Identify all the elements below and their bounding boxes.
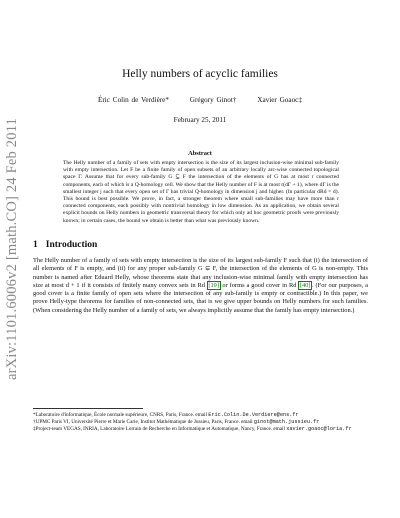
abstract-text: The Helly number of a family of sets with empty intersection is the size of its largest inclusion-wise minimal sub-family with empty intersection. Let F be a finite family of open subsets of an arbitrary locally arc-wise connected topological space Γ. Assume that for every sub-family G ⊆ F the intersection of the elements of G has at most r connected components, each of which is a Q-homology cell. We show that the Helly number of F is at most r(dΓ + 1), where dΓ is the smallest integer j such that every open set of Γ has trivial Q-homology in dimension j and higher. (In particular dRd = d). This bound is best possible. We prove, in fact, a stronger theorem where small sub-families may have more than r connected components, each possibly with nontrivial homology in low dimension. As an application, we obtain several explicit bounds on Helly numbers in geometric transversal theory for which only ad hoc geometric proofs were previously known; in certain cases, the bound we obtain is better than what was previously known.: [63, 160, 339, 224]
arxiv-identifier: arXiv:1101.6006v2 [math.CO] 24 Feb 2011: [4, 117, 20, 380]
footnote-2-email: ginot@math.jussieu.fr: [253, 418, 320, 425]
intro-text-part-2: or forms a good cover in Rd: [220, 281, 299, 289]
paper-title: Helly numbers of acyclic families: [122, 68, 278, 80]
footnote-2-text: †UPMC Paris VI, Université Pierre et Marie Carie, Institut Mathématique de Jussieu, Paris, France. email: [33, 418, 253, 425]
footnotes: [33, 412, 368, 432]
author-1: Éric Colin de Verdière*: [98, 96, 169, 104]
intro-text-part-3: . (For our purposes, a good cover is a finite family of open sets where the intersection of any sub-family is empty or contractible.) In this paper, we prove Helly-type theorems for families of non-connected sets, that is we give upper bounds on Helly numbers for such families. (When considering the Helly number of a family of sets, we always implicitly assume that the family has empty intersection.): [33, 281, 368, 314]
footnote-1: [33, 412, 368, 419]
footnote-3: [33, 426, 368, 433]
abstract-heading: Abstract: [188, 150, 212, 157]
author-3: Xavier Goaoc‡: [257, 96, 302, 104]
citation-link-19[interactable]: [19]: [208, 281, 220, 289]
paper-date: February 25, 2011: [173, 116, 227, 124]
footnote-divider: [33, 408, 143, 409]
intro-text-part-1: The Helly number of a family of sets with empty intersection is the size of its largest sub-family F such that (i) the intersection of all elements of F is empty, and (ii) for any proper sub-family G ⊊ F, the intersection of the elements of G is non-empty. This number is named after Eduard Helly, whose theorems state that any inclusion-wise minimal family with empty intersection has size at most d + 1 if it consists of finitely many convex sets in Rd: [33, 257, 368, 289]
arxiv-stamp: [4, 117, 22, 380]
citation-link-40[interactable]: [40]: [299, 281, 311, 289]
author-list: [0, 96, 400, 104]
footnote-3-email: xavier.goaoc@loria.fr: [286, 425, 352, 432]
section-title: Introduction: [45, 240, 98, 250]
intro-paragraph: [33, 257, 368, 315]
footnote-3-text: ‡Project-team VEGAS, INRIA, Laboratoire Lorrain de Recherche en Informatique et Automatique, Nancy, France. email: [33, 425, 285, 432]
footnote-2: [33, 419, 368, 426]
footnote-1-email: Eric.Colin.De.Verdiere@ens.fr: [208, 412, 299, 418]
author-2: Grégory Ginot†: [189, 96, 237, 104]
section-heading: [33, 240, 97, 250]
footnote-1-text: *Laboratoire d'informatique, École normale supérieure, CNRS, Paris, France. email: [33, 412, 207, 418]
section-number: 1: [33, 240, 38, 250]
